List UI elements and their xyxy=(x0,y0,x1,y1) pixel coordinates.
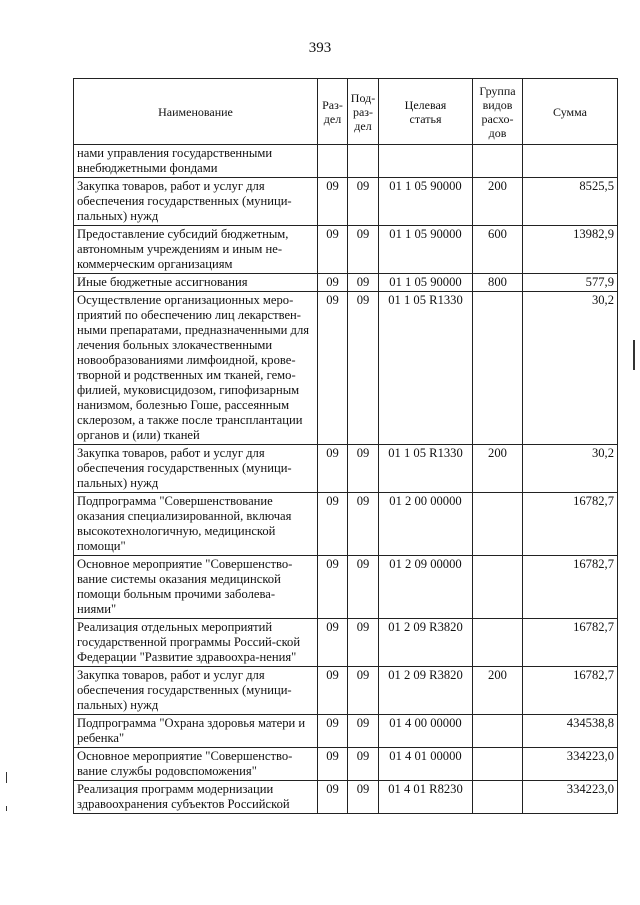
cell-subsection xyxy=(348,145,379,178)
table-header-row xyxy=(74,79,618,145)
cell-target: 01 1 05 90000 xyxy=(379,274,473,292)
cell-group xyxy=(473,493,523,556)
cell-group: 200 xyxy=(473,178,523,226)
cell-section: 09 xyxy=(318,445,348,493)
cell-section xyxy=(318,145,348,178)
cell-name: Осуществление организационных меро-приятий по обеспечению лиц лекарствен-ными препаратами, предназначенными для лечения больных злокачественными новообразованиями лимфоидной, крове-творной и родственных им тканей, гемо-филией, муковисцидозом, гипофизарным нанизмом, болезнью Гоше, рассеянным склерозом, а также после трансплантации органов и (или) тканей xyxy=(74,292,318,445)
margin-mark xyxy=(633,340,635,370)
cell-group xyxy=(473,145,523,178)
cell-section: 09 xyxy=(318,667,348,715)
cell-group xyxy=(473,748,523,781)
header-section: Раз- дел xyxy=(318,79,348,145)
cell-name: Закупка товаров, работ и услуг для обеспечения государственных (муници-пальных) нужд xyxy=(74,178,318,226)
cell-group xyxy=(473,715,523,748)
cell-target: 01 1 05 90000 xyxy=(379,226,473,274)
table-row xyxy=(74,748,618,781)
cell-section: 09 xyxy=(318,781,348,814)
table-row xyxy=(74,445,618,493)
cell-sum: 16782,7 xyxy=(523,667,618,715)
cell-group xyxy=(473,781,523,814)
table-row xyxy=(74,781,618,814)
cell-sum: 334223,0 xyxy=(523,748,618,781)
cell-name: Закупка товаров, работ и услуг для обеспечения государственных (муници-пальных) нужд xyxy=(74,445,318,493)
cell-target: 01 1 05 90000 xyxy=(379,178,473,226)
cell-group xyxy=(473,292,523,445)
cell-sum: 16782,7 xyxy=(523,556,618,619)
cell-target: 01 2 09 R3820 xyxy=(379,619,473,667)
cell-sum: 30,2 xyxy=(523,292,618,445)
cell-subsection: 09 xyxy=(348,292,379,445)
cell-target: 01 2 09 R3820 xyxy=(379,667,473,715)
cell-subsection: 09 xyxy=(348,667,379,715)
cell-sum: 30,2 xyxy=(523,445,618,493)
cell-sum: 577,9 xyxy=(523,274,618,292)
cell-target: 01 4 01 00000 xyxy=(379,748,473,781)
header-subsection: Под- раз- дел xyxy=(348,79,379,145)
cell-section: 09 xyxy=(318,748,348,781)
cell-sum: 16782,7 xyxy=(523,493,618,556)
cell-target xyxy=(379,145,473,178)
cell-name: Предоставление субсидий бюджетным, автономным учреждениям и иным не-коммерческим организациям xyxy=(74,226,318,274)
cell-name: Закупка товаров, работ и услуг для обеспечения государственных (муници-пальных) нужд xyxy=(74,667,318,715)
table-row xyxy=(74,145,618,178)
margin-mark xyxy=(6,806,7,811)
cell-target: 01 1 05 R1330 xyxy=(379,292,473,445)
cell-section: 09 xyxy=(318,556,348,619)
table-row xyxy=(74,178,618,226)
cell-sum: 334223,0 xyxy=(523,781,618,814)
table-body xyxy=(74,145,618,814)
cell-subsection: 09 xyxy=(348,556,379,619)
cell-subsection: 09 xyxy=(348,493,379,556)
cell-section: 09 xyxy=(318,715,348,748)
page-number: 393 xyxy=(308,40,332,56)
header-sum: Сумма xyxy=(523,79,618,145)
cell-group xyxy=(473,556,523,619)
table-row xyxy=(74,493,618,556)
header-target: Целевая статья xyxy=(379,79,473,145)
header-group: Группа видов расхо- дов xyxy=(473,79,523,145)
table-row xyxy=(74,292,618,445)
cell-sum: 434538,8 xyxy=(523,715,618,748)
cell-section: 09 xyxy=(318,274,348,292)
cell-name: Реализация отдельных мероприятий государственной программы Россий-ской Федерации "Развитие здравоохра-нения" xyxy=(74,619,318,667)
cell-target: 01 1 05 R1330 xyxy=(379,445,473,493)
cell-target: 01 4 01 R8230 xyxy=(379,781,473,814)
table-row xyxy=(74,619,618,667)
cell-section: 09 xyxy=(318,178,348,226)
cell-name: Основное мероприятие "Совершенство-вание службы родовспоможения" xyxy=(74,748,318,781)
cell-group: 200 xyxy=(473,667,523,715)
table-row xyxy=(74,274,618,292)
cell-subsection: 09 xyxy=(348,781,379,814)
cell-target: 01 2 00 00000 xyxy=(379,493,473,556)
table-row xyxy=(74,715,618,748)
cell-group: 800 xyxy=(473,274,523,292)
cell-subsection: 09 xyxy=(348,748,379,781)
cell-sum: 16782,7 xyxy=(523,619,618,667)
cell-group: 200 xyxy=(473,445,523,493)
cell-subsection: 09 xyxy=(348,619,379,667)
cell-subsection: 09 xyxy=(348,178,379,226)
table-row xyxy=(74,667,618,715)
cell-name: Иные бюджетные ассигнования xyxy=(74,274,318,292)
cell-sum xyxy=(523,145,618,178)
cell-sum: 8525,5 xyxy=(523,178,618,226)
table-row xyxy=(74,226,618,274)
margin-mark xyxy=(6,772,7,783)
cell-target: 01 2 09 00000 xyxy=(379,556,473,619)
cell-section: 09 xyxy=(318,226,348,274)
cell-name: Подпрограмма "Совершенствование оказания специализированной, включая высокотехнологичную, медицинской помощи" xyxy=(74,493,318,556)
cell-group xyxy=(473,619,523,667)
cell-group: 600 xyxy=(473,226,523,274)
cell-name: Основное мероприятие "Совершенство-вание системы оказания медицинской помощи больным прочими заболева-ниями" xyxy=(74,556,318,619)
cell-name: Реализация программ модернизации здравоохранения субъектов Российской xyxy=(74,781,318,814)
header-name: Наименование xyxy=(74,79,318,145)
cell-sum: 13982,9 xyxy=(523,226,618,274)
cell-section: 09 xyxy=(318,493,348,556)
cell-subsection: 09 xyxy=(348,274,379,292)
cell-subsection: 09 xyxy=(348,715,379,748)
cell-name: нами управления государственными внебюджетными фондами xyxy=(74,145,318,178)
cell-subsection: 09 xyxy=(348,226,379,274)
cell-subsection: 09 xyxy=(348,445,379,493)
cell-name: Подпрограмма "Охрана здоровья матери и ребенка" xyxy=(74,715,318,748)
cell-section: 09 xyxy=(318,292,348,445)
table-row xyxy=(74,556,618,619)
cell-target: 01 4 00 00000 xyxy=(379,715,473,748)
cell-section: 09 xyxy=(318,619,348,667)
budget-table xyxy=(73,78,618,814)
